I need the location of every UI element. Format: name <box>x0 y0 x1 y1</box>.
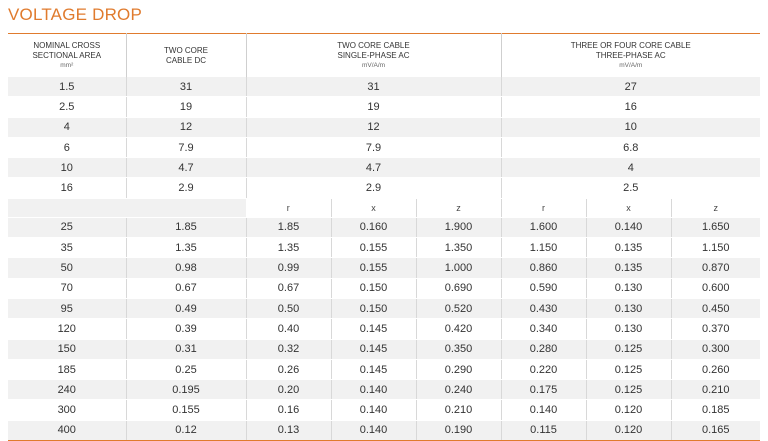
cell-three-r: 1.150 <box>501 238 586 258</box>
cell-single-x: 0.145 <box>331 359 416 379</box>
cell-single-x: 0.150 <box>331 278 416 298</box>
cell-dc: 0.195 <box>126 380 246 400</box>
cell-single-x: 0.145 <box>331 339 416 359</box>
cell-three-r: 0.115 <box>501 420 586 440</box>
cell-single-x: 0.160 <box>331 217 416 237</box>
cell-three-x: 0.125 <box>586 359 671 379</box>
cell-three-phase: 6.8 <box>501 137 760 157</box>
cell-single-r: 0.13 <box>246 420 331 440</box>
cell-dc: 4.7 <box>126 158 246 178</box>
cell-three-r: 0.140 <box>501 400 586 420</box>
cell-area: 6 <box>8 137 126 157</box>
cell-single-x: 0.140 <box>331 400 416 420</box>
sub-header-blank <box>126 198 246 217</box>
cell-area: 400 <box>8 420 126 440</box>
cell-single-r: 1.35 <box>246 238 331 258</box>
table-row <box>8 359 760 379</box>
table-row <box>8 380 760 400</box>
header-nominal-area <box>8 34 126 78</box>
cell-area: 70 <box>8 278 126 298</box>
table-row <box>8 339 760 359</box>
cell-three-x: 0.130 <box>586 278 671 298</box>
cell-area: 120 <box>8 319 126 339</box>
cell-three-z: 0.300 <box>671 339 760 359</box>
cell-dc: 0.31 <box>126 339 246 359</box>
table-row <box>8 420 760 440</box>
table-row <box>8 319 760 339</box>
cell-single-z: 0.420 <box>416 319 501 339</box>
cell-three-r: 0.430 <box>501 298 586 318</box>
cell-three-x: 0.125 <box>586 339 671 359</box>
cell-three-z: 1.650 <box>671 217 760 237</box>
header-single-phase-line2: SINGLE-PHASE AC <box>337 51 410 60</box>
cell-dc: 0.39 <box>126 319 246 339</box>
header-three-phase-line1: THREE OR FOUR CORE CABLE <box>570 41 691 50</box>
sub-header-row <box>8 198 760 217</box>
table-row <box>8 258 760 278</box>
cell-three-r: 0.340 <box>501 319 586 339</box>
table-row <box>8 97 760 117</box>
cell-three-z: 0.185 <box>671 400 760 420</box>
sub-header-x: x <box>586 198 671 217</box>
cell-area: 35 <box>8 238 126 258</box>
cell-single-z: 0.690 <box>416 278 501 298</box>
cell-dc: 0.49 <box>126 298 246 318</box>
cell-three-r: 0.220 <box>501 359 586 379</box>
header-three-phase-line2: THREE-PHASE AC <box>595 51 666 60</box>
cell-single-phase: 19 <box>246 97 501 117</box>
cell-dc: 7.9 <box>126 137 246 157</box>
voltage-drop-table <box>8 33 760 441</box>
cell-three-x: 0.135 <box>586 258 671 278</box>
header-nominal-area-line2: SECTIONAL AREA <box>32 51 102 60</box>
cell-single-z: 0.240 <box>416 380 501 400</box>
sub-header-z: z <box>671 198 760 217</box>
cell-area: 95 <box>8 298 126 318</box>
header-single-phase-line1: TWO CORE CABLE <box>337 41 410 50</box>
cell-three-r: 1.600 <box>501 217 586 237</box>
cell-dc: 0.98 <box>126 258 246 278</box>
cell-single-x: 0.140 <box>331 420 416 440</box>
cell-area: 16 <box>8 178 126 198</box>
header-row <box>8 34 760 78</box>
cell-dc: 0.155 <box>126 400 246 420</box>
cell-dc: 31 <box>126 77 246 97</box>
cell-three-x: 0.135 <box>586 238 671 258</box>
cell-dc: 0.12 <box>126 420 246 440</box>
table-row <box>8 137 760 157</box>
table-row <box>8 238 760 258</box>
header-three-phase <box>501 34 760 78</box>
cell-single-z: 1.000 <box>416 258 501 278</box>
cell-single-x: 0.140 <box>331 380 416 400</box>
header-three-phase-unit: mV/A/m <box>619 62 643 69</box>
cell-single-phase: 4.7 <box>246 158 501 178</box>
cell-single-x: 0.155 <box>331 258 416 278</box>
cell-single-z: 0.290 <box>416 359 501 379</box>
cell-single-z: 0.190 <box>416 420 501 440</box>
cell-dc: 0.67 <box>126 278 246 298</box>
cell-three-z: 0.210 <box>671 380 760 400</box>
cell-dc: 19 <box>126 97 246 117</box>
cell-single-phase: 12 <box>246 117 501 137</box>
table-row <box>8 400 760 420</box>
table-row <box>8 117 760 137</box>
header-two-core-dc-line2: CABLE DC <box>165 55 206 65</box>
header-nominal-area-unit: mm² <box>60 62 74 69</box>
cell-dc: 1.35 <box>126 238 246 258</box>
cell-three-z: 0.370 <box>671 319 760 339</box>
header-single-phase-unit: mV/A/m <box>361 62 386 69</box>
cell-three-x: 0.120 <box>586 420 671 440</box>
table-row <box>8 298 760 318</box>
cell-three-x: 0.120 <box>586 400 671 420</box>
sub-header-r: r <box>501 198 586 217</box>
cell-single-x: 0.155 <box>331 238 416 258</box>
cell-dc: 2.9 <box>126 178 246 198</box>
cell-single-z: 0.520 <box>416 298 501 318</box>
sub-header-z: z <box>416 198 501 217</box>
cell-area: 300 <box>8 400 126 420</box>
cell-single-z: 0.350 <box>416 339 501 359</box>
cell-single-z: 0.210 <box>416 400 501 420</box>
cell-area: 150 <box>8 339 126 359</box>
cell-three-phase: 27 <box>501 77 760 97</box>
cell-three-phase: 16 <box>501 97 760 117</box>
cell-dc: 1.85 <box>126 217 246 237</box>
cell-area: 4 <box>8 117 126 137</box>
table-row <box>8 217 760 237</box>
sub-header-r: r <box>246 198 331 217</box>
header-nominal-area-line1: NOMINAL CROSS <box>33 41 101 50</box>
table-row <box>8 178 760 198</box>
cell-area: 1.5 <box>8 77 126 97</box>
cell-single-r: 0.99 <box>246 258 331 278</box>
cell-three-x: 0.130 <box>586 319 671 339</box>
cell-three-z: 0.165 <box>671 420 760 440</box>
table-row <box>8 158 760 178</box>
cell-three-x: 0.125 <box>586 380 671 400</box>
cell-three-z: 0.870 <box>671 258 760 278</box>
cell-three-phase: 10 <box>501 117 760 137</box>
table-row <box>8 278 760 298</box>
cell-single-phase: 31 <box>246 77 501 97</box>
cell-single-phase: 7.9 <box>246 137 501 157</box>
cell-three-x: 0.140 <box>586 217 671 237</box>
cell-dc: 0.25 <box>126 359 246 379</box>
cell-area: 50 <box>8 258 126 278</box>
cell-single-x: 0.150 <box>331 298 416 318</box>
header-two-core-dc-line1: TWO CORE <box>164 45 208 55</box>
cell-single-r: 0.50 <box>246 298 331 318</box>
cell-single-x: 0.145 <box>331 319 416 339</box>
cell-single-r: 0.32 <box>246 339 331 359</box>
table-row <box>8 77 760 97</box>
cell-single-z: 1.900 <box>416 217 501 237</box>
cell-area: 2.5 <box>8 97 126 117</box>
cell-single-r: 0.67 <box>246 278 331 298</box>
cell-area: 25 <box>8 217 126 237</box>
cell-three-r: 0.280 <box>501 339 586 359</box>
cell-single-r: 0.40 <box>246 319 331 339</box>
cell-three-phase: 4 <box>501 158 760 178</box>
cell-three-x: 0.130 <box>586 298 671 318</box>
cell-three-r: 0.175 <box>501 380 586 400</box>
cell-single-r: 0.26 <box>246 359 331 379</box>
cell-single-z: 1.350 <box>416 238 501 258</box>
cell-single-r: 1.85 <box>246 217 331 237</box>
cell-single-r: 0.16 <box>246 400 331 420</box>
cell-three-z: 0.600 <box>671 278 760 298</box>
header-two-core-dc <box>126 34 246 78</box>
header-single-phase <box>246 34 501 78</box>
cell-three-r: 0.860 <box>501 258 586 278</box>
cell-single-phase: 2.9 <box>246 178 501 198</box>
cell-area: 10 <box>8 158 126 178</box>
page-title: VOLTAGE DROP <box>8 5 143 24</box>
table-body <box>8 77 760 441</box>
cell-three-z: 0.260 <box>671 359 760 379</box>
sub-header-blank <box>8 198 126 217</box>
cell-three-r: 0.590 <box>501 278 586 298</box>
cell-single-r: 0.20 <box>246 380 331 400</box>
cell-area: 185 <box>8 359 126 379</box>
cell-three-phase: 2.5 <box>501 178 760 198</box>
cell-dc: 12 <box>126 117 246 137</box>
cell-three-z: 0.450 <box>671 298 760 318</box>
cell-area: 240 <box>8 380 126 400</box>
cell-three-z: 1.150 <box>671 238 760 258</box>
sub-header-x: x <box>331 198 416 217</box>
